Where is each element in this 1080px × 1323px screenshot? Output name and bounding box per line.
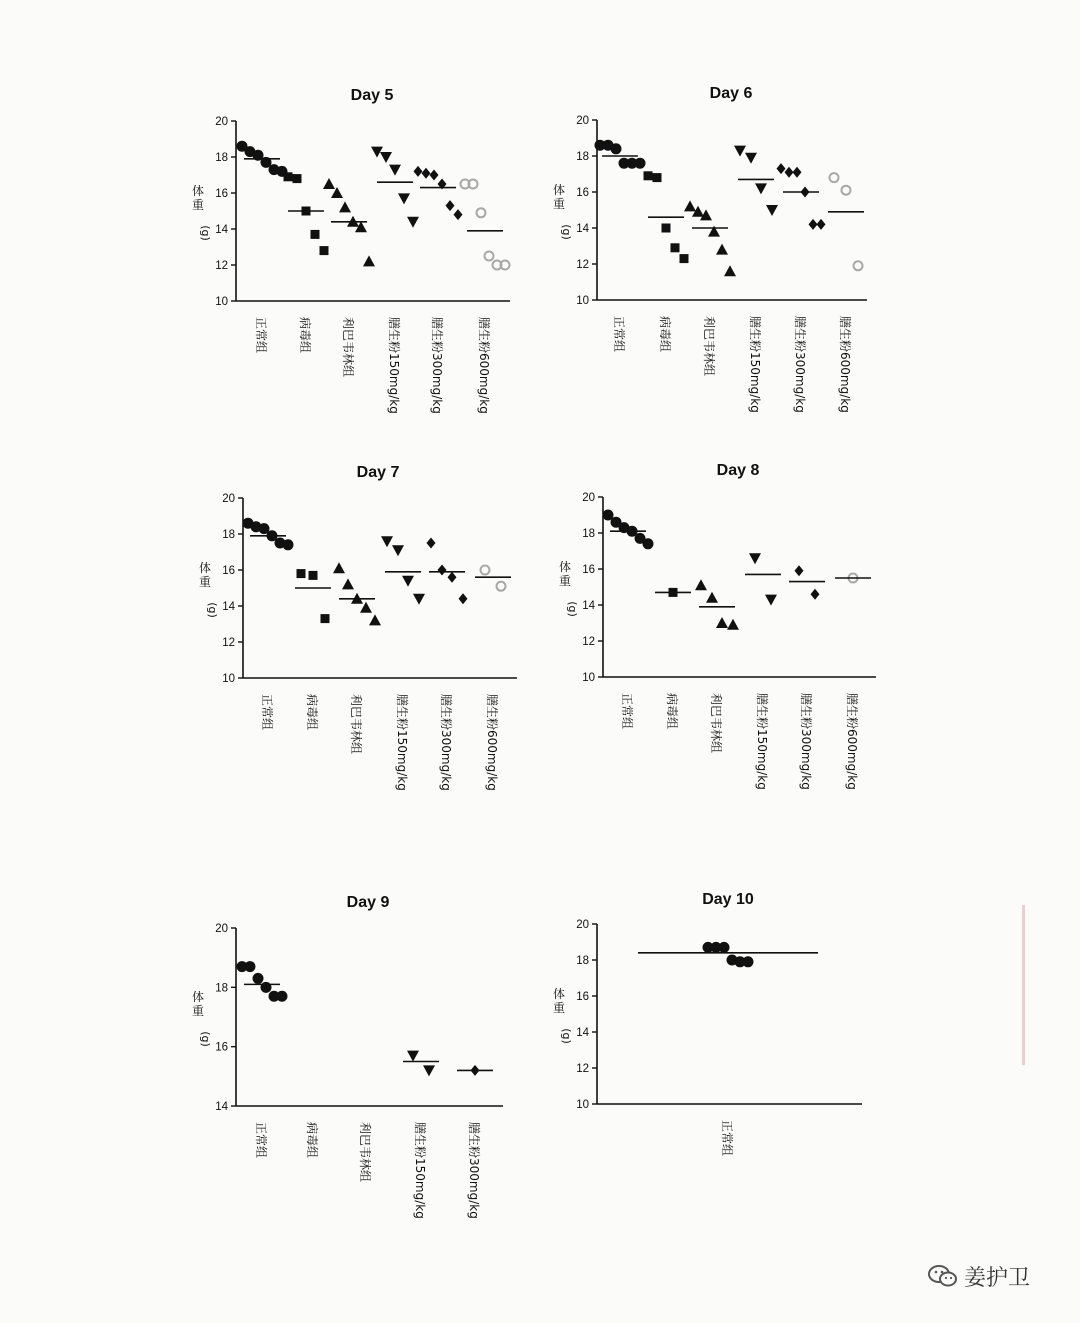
x-category-label: 膳生粉150mg/kg <box>395 694 409 791</box>
chart-title: Day 5 <box>350 87 394 104</box>
data-point <box>854 261 863 270</box>
chart-title: Day 6 <box>709 85 753 102</box>
chart-day-panel-2 <box>199 464 517 791</box>
data-point <box>766 205 778 216</box>
x-category-label: 膳生粉300mg/kg <box>799 693 813 790</box>
y-tick-label: 20 <box>222 493 235 505</box>
data-point <box>297 569 306 578</box>
x-category-label: 病毒组 <box>305 1122 319 1159</box>
y-tick-label: 20 <box>582 492 595 504</box>
data-point <box>389 165 401 176</box>
data-point <box>454 209 463 220</box>
data-point <box>477 208 486 217</box>
data-point <box>662 224 671 233</box>
data-point <box>680 254 689 263</box>
data-point <box>749 553 761 564</box>
x-category-label: 正常组 <box>720 1120 734 1157</box>
data-point <box>706 592 718 603</box>
y-axis-label: 体 <box>552 987 566 1001</box>
chart-day-panel-1 <box>553 85 867 413</box>
y-tick-label: 14 <box>222 601 235 613</box>
data-point <box>339 201 351 212</box>
data-point <box>716 244 728 255</box>
y-tick-label: 16 <box>576 187 589 199</box>
data-point <box>277 991 288 1002</box>
data-point <box>765 595 777 606</box>
x-category-label: 膳生粉600mg/kg <box>485 694 499 791</box>
data-point <box>363 255 375 266</box>
data-point <box>743 956 754 967</box>
y-axis-unit: (g) <box>566 601 579 617</box>
watermark-text: 姜护卫 <box>964 1265 1031 1291</box>
data-point <box>459 593 468 604</box>
y-tick-label: 16 <box>222 565 235 577</box>
chart-day-panel-3 <box>559 462 876 790</box>
y-axis-label: 体 <box>191 184 205 198</box>
y-axis-label: 体 <box>198 561 212 575</box>
y-axis-unit: (g) <box>199 1031 212 1047</box>
data-point <box>422 168 431 179</box>
y-tick-label: 12 <box>215 260 228 272</box>
y-tick-label: 18 <box>576 151 589 163</box>
y-tick-label: 14 <box>576 223 589 235</box>
data-point <box>755 183 767 194</box>
data-point <box>809 219 818 230</box>
data-point <box>734 146 746 157</box>
data-point <box>438 565 447 576</box>
x-category-label: 膳生粉300mg/kg <box>439 694 453 791</box>
y-tick-label: 14 <box>582 600 595 612</box>
x-category-label: 正常组 <box>254 1122 268 1159</box>
y-axis-label: 重 <box>191 1004 205 1018</box>
x-category-label: 膳生粉300mg/kg <box>430 317 444 414</box>
y-tick-label: 20 <box>215 923 228 935</box>
x-category-label: 膳生粉150mg/kg <box>413 1122 427 1219</box>
data-point <box>423 1065 435 1076</box>
y-tick-label: 10 <box>576 1099 589 1111</box>
wechat-icon <box>928 1263 958 1289</box>
data-point <box>369 614 381 625</box>
chart-day-panel-4 <box>192 894 503 1219</box>
x-category-label: 病毒组 <box>298 317 312 354</box>
y-tick-label: 20 <box>576 919 589 931</box>
x-category-label: 利巴韦林组 <box>358 1122 372 1183</box>
y-tick-label: 18 <box>215 152 228 164</box>
data-point <box>611 143 622 154</box>
x-category-label: 膳生粉300mg/kg <box>467 1122 481 1219</box>
y-axis-label: 重 <box>191 198 205 212</box>
data-point <box>842 186 851 195</box>
y-axis-label: 重 <box>552 1001 566 1015</box>
y-tick-label: 16 <box>215 1041 228 1054</box>
y-tick-label: 14 <box>576 1027 589 1039</box>
chart-title: Day 9 <box>346 894 390 911</box>
data-point <box>485 252 494 261</box>
data-point <box>320 246 329 255</box>
red-stamp-mark <box>1022 905 1053 1065</box>
x-category-label: 利巴韦林组 <box>702 316 716 377</box>
chart-day-panel-0 <box>192 87 510 414</box>
x-category-label: 膳生粉600mg/kg <box>845 693 859 790</box>
data-point <box>342 578 354 589</box>
data-point <box>253 973 264 984</box>
data-point <box>635 158 646 169</box>
y-axis-label: 重 <box>198 575 212 589</box>
data-point <box>293 174 302 183</box>
data-point <box>643 538 654 549</box>
data-point <box>716 617 728 628</box>
x-category-label: 正常组 <box>620 693 634 730</box>
data-point <box>671 243 680 252</box>
x-category-label: 正常组 <box>612 316 626 353</box>
data-point <box>727 619 739 630</box>
data-point <box>309 571 318 580</box>
y-axis-label: 重 <box>558 574 572 588</box>
data-point <box>481 566 490 575</box>
x-category-label: 膳生粉600mg/kg <box>838 316 852 413</box>
x-category-label: 膳生粉300mg/kg <box>793 316 807 413</box>
x-category-label: 膳生粉150mg/kg <box>387 317 401 414</box>
y-axis-label: 体 <box>552 183 566 197</box>
x-category-label: 利巴韦林组 <box>341 317 355 378</box>
chart-title: Day 8 <box>716 462 760 479</box>
y-tick-label: 12 <box>582 636 595 648</box>
y-tick-label: 10 <box>222 673 235 685</box>
y-tick-label: 20 <box>576 115 589 127</box>
data-point <box>446 200 455 211</box>
x-category-label: 利巴韦林组 <box>349 694 363 755</box>
x-category-label: 正常组 <box>254 317 268 354</box>
y-axis-label: 体 <box>558 560 572 574</box>
y-axis-unit: (g) <box>199 225 212 241</box>
y-axis-unit: (g) <box>560 1028 573 1044</box>
y-axis-unit: (g) <box>206 602 219 618</box>
data-point <box>785 167 794 178</box>
y-tick-label: 12 <box>576 1063 589 1075</box>
data-point <box>811 589 820 600</box>
data-point <box>653 173 662 182</box>
data-point <box>380 152 392 163</box>
data-point <box>323 178 335 189</box>
data-point <box>398 193 410 204</box>
data-point <box>261 982 272 993</box>
chart-title: Day 7 <box>356 464 400 481</box>
y-tick-label: 10 <box>576 295 589 307</box>
data-point <box>719 942 730 953</box>
y-tick-label: 10 <box>582 672 595 684</box>
data-point <box>245 961 256 972</box>
x-category-label: 膳生粉600mg/kg <box>477 317 491 414</box>
y-tick-label: 12 <box>222 637 235 649</box>
x-category-label: 膳生粉150mg/kg <box>748 316 762 413</box>
y-tick-label: 16 <box>582 564 595 576</box>
data-point <box>430 170 439 181</box>
data-point <box>793 167 802 178</box>
data-point <box>695 579 707 590</box>
y-axis-unit: (g) <box>560 224 573 240</box>
data-point <box>321 614 330 623</box>
data-point <box>407 217 419 228</box>
data-point <box>830 173 839 182</box>
data-point <box>414 166 423 177</box>
y-tick-label: 18 <box>582 528 595 540</box>
data-point <box>392 545 404 556</box>
watermark <box>928 1260 1030 1292</box>
y-tick-label: 16 <box>576 991 589 1003</box>
x-category-label: 膳生粉150mg/kg <box>755 693 769 790</box>
y-tick-label: 20 <box>215 116 228 128</box>
x-category-label: 利巴韦林组 <box>709 693 723 754</box>
data-point <box>497 582 506 591</box>
x-category-label: 病毒组 <box>305 694 319 731</box>
data-point <box>333 562 345 573</box>
y-tick-label: 10 <box>215 296 228 308</box>
chart-day-panel-5 <box>553 891 862 1156</box>
x-category-label: 病毒组 <box>665 693 679 730</box>
data-point <box>644 171 653 180</box>
data-point <box>381 536 393 547</box>
data-point <box>311 230 320 239</box>
data-point <box>795 565 804 576</box>
y-tick-label: 18 <box>222 529 235 541</box>
y-axis-label: 重 <box>552 197 566 211</box>
data-point <box>407 1051 419 1062</box>
y-tick-label: 14 <box>215 1101 228 1113</box>
data-point <box>283 539 294 550</box>
data-point <box>402 576 414 587</box>
y-axis-label: 体 <box>191 990 205 1004</box>
x-category-label: 病毒组 <box>658 316 672 353</box>
data-point <box>427 538 436 549</box>
y-tick-label: 14 <box>215 224 228 236</box>
data-point <box>413 594 425 605</box>
y-tick-label: 18 <box>215 982 228 995</box>
data-point <box>817 219 826 230</box>
data-point <box>777 163 786 174</box>
y-tick-label: 18 <box>576 955 589 967</box>
chart-title: Day 10 <box>702 891 754 908</box>
data-point <box>724 265 736 276</box>
y-tick-label: 12 <box>576 259 589 271</box>
data-point <box>684 200 696 211</box>
y-tick-label: 16 <box>215 188 228 200</box>
x-category-label: 正常组 <box>260 694 274 731</box>
data-point <box>448 572 457 583</box>
data-point <box>745 153 757 164</box>
data-point <box>284 172 293 181</box>
